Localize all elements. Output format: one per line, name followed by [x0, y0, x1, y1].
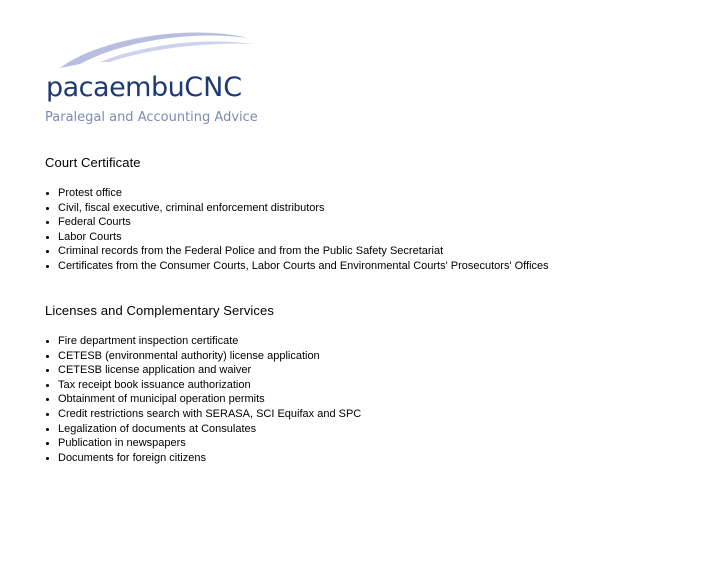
logo-wordmark — [46, 72, 242, 103]
list-item: Credit restrictions search with SERASA, SCI Equifax and SPC — [45, 407, 361, 422]
list-item: Certificates from the Consumer Courts, Labor Courts and Environmental Courts' Prosecutors' Offices — [45, 259, 549, 274]
list-item: CETESB license application and waiver — [45, 363, 361, 378]
list-item: Publication in newspapers — [45, 436, 361, 451]
list-item: Legalization of documents at Consulates — [45, 422, 361, 437]
list-item: Fire department inspection certificate — [45, 334, 361, 349]
logo-name-main: pacaembu — [46, 72, 185, 103]
section-title-licenses: Licenses and Complementary Services — [45, 303, 274, 318]
list-item: Protest office — [45, 186, 549, 201]
list-item: Tax receipt book issuance authorization — [45, 378, 361, 393]
court-certificate-list — [45, 186, 549, 274]
list-item: Labor Courts — [45, 230, 549, 245]
company-logo — [40, 28, 280, 128]
section-title-court-certificate: Court Certificate — [45, 155, 141, 170]
list-item: Documents for foreign citizens — [45, 451, 361, 466]
logo-tagline: Paralegal and Accounting Advice — [45, 110, 258, 125]
list-item: Civil, fiscal executive, criminal enforcement distributors — [45, 201, 549, 216]
logo-name-accent: CNC — [184, 72, 243, 103]
licenses-services-list — [45, 334, 361, 465]
list-item: Obtainment of municipal operation permits — [45, 392, 361, 407]
list-item: Criminal records from the Federal Police and from the Public Safety Secretariat — [45, 244, 549, 259]
list-item: Federal Courts — [45, 215, 549, 230]
list-item: CETESB (environmental authority) license application — [45, 349, 361, 364]
